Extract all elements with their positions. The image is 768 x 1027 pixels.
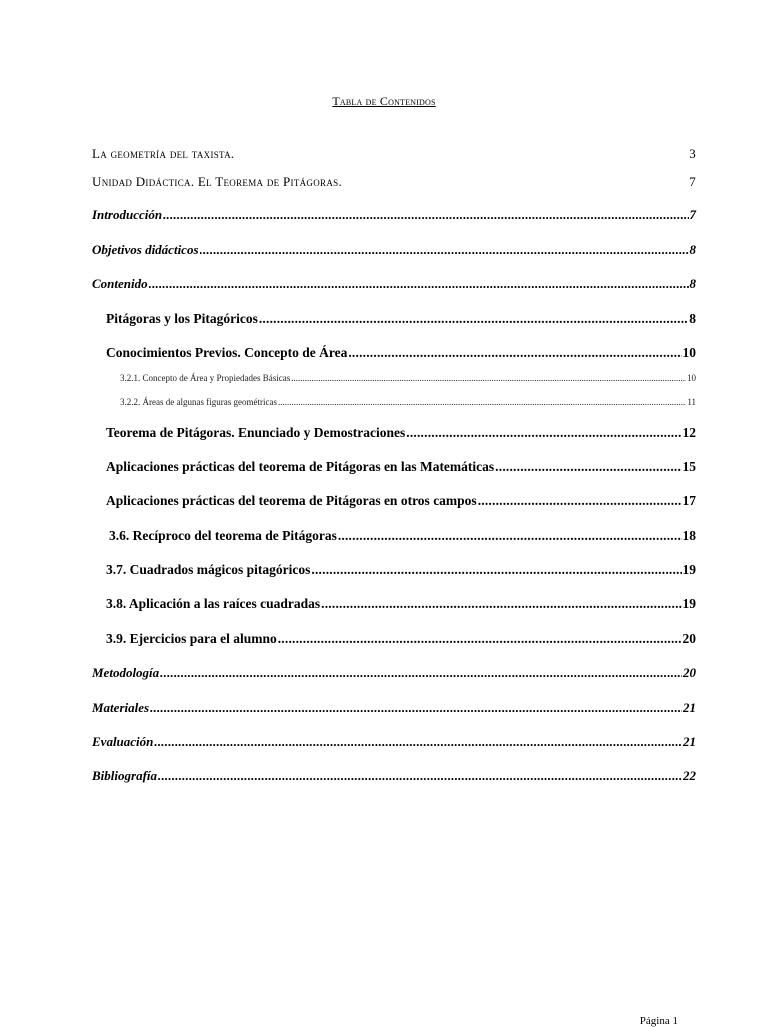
toc-entry-areas-figuras[interactable] [120, 393, 696, 411]
toc-entry-raices-cuadradas[interactable] [106, 595, 696, 613]
toc-entry-label: Contenido [92, 276, 148, 291]
toc-leader [160, 664, 682, 682]
toc-entry-page: 20 [682, 631, 696, 646]
toc-entry-ejercicios[interactable] [106, 630, 696, 648]
toc-entry-label: Conocimientos Previos. Concepto de Área [106, 345, 348, 360]
toc-entry-page: 15 [682, 459, 696, 474]
toc-entry-aplicaciones-otros[interactable] [106, 492, 696, 510]
toc-entry-label: 3.2.2. Áreas de algunas figuras geométricas [120, 397, 277, 407]
toc-entry-page: 20 [683, 665, 696, 680]
toc-leader [149, 275, 689, 293]
toc-entry-label: Pitágoras y los Pitagóricos [106, 311, 258, 326]
toc-entry-cuadrados-magicos[interactable] [106, 561, 696, 579]
toc-entry-page: 8 [689, 311, 696, 326]
toc-leader [278, 393, 686, 411]
toc-entry-geometria-taxista[interactable] [92, 145, 696, 163]
toc-leader [158, 767, 682, 785]
toc-entry-reciproco[interactable] [109, 527, 696, 545]
toc-entry-label: Aplicaciones prácticas del teorema de Pitágoras en las Matemáticas [106, 459, 495, 474]
toc-leader [154, 733, 682, 751]
toc-entry-unidad-didactica[interactable] [92, 173, 696, 191]
toc-entry-bibliografia[interactable] [92, 767, 696, 785]
toc-entry-page: 22 [683, 768, 696, 783]
toc-entry-objetivos[interactable] [92, 241, 696, 259]
toc-leader [291, 369, 686, 387]
page-footer: Página 1 [639, 1015, 678, 1027]
toc-entry-introduccion[interactable] [92, 206, 696, 224]
toc-entry-aplicaciones-matematicas[interactable] [106, 458, 696, 476]
toc-entry-pitagoras-pitagoricos[interactable] [106, 310, 696, 328]
toc-entry-concepto-area[interactable] [120, 369, 696, 387]
toc-leader [163, 206, 688, 224]
toc-entry-page: 21 [683, 700, 696, 715]
toc-entry-teorema-enunciado[interactable] [106, 424, 696, 442]
toc-entry-label: Introducción [92, 207, 163, 222]
toc-leader [495, 458, 681, 476]
toc-entry-page: 18 [682, 528, 696, 543]
toc-leader [311, 561, 681, 579]
toc-leader [348, 344, 681, 362]
toc-entry-conocimientos-previos[interactable] [106, 344, 696, 362]
toc-entry-page: 7 [689, 207, 696, 222]
toc-entry-page: 8 [689, 276, 696, 291]
toc-entry-page: 3 [689, 146, 696, 161]
toc-entry-label: 3.2.1. Concepto de Área y Propiedades Básicas [120, 373, 291, 383]
toc-leader [338, 527, 682, 545]
toc-entry-label: 3.9. Ejercicios para el alumno [106, 631, 277, 646]
toc-entry-label: Bibliografía [92, 768, 158, 783]
toc-entry-label: Metodología [92, 665, 160, 680]
toc-entry-label: Teorema de Pitágoras. Enunciado y Demostraciones [106, 425, 406, 440]
toc-leader [478, 492, 682, 510]
toc-entry-page: 21 [683, 734, 696, 749]
toc-entry-page: 11 [687, 397, 696, 407]
toc-entry-evaluacion[interactable] [92, 733, 696, 751]
toc-title: Tabla de Contenidos [332, 94, 436, 108]
toc-entry-page: 10 [687, 373, 696, 383]
toc-leader [321, 595, 681, 613]
toc-entry-label: 3.7. Cuadrados mágicos pitagóricos [106, 562, 311, 577]
toc-entry-contenido[interactable] [92, 275, 696, 293]
toc-entry-label: Evaluación [92, 734, 154, 749]
toc-entry-page: 10 [682, 345, 696, 360]
toc-leader [150, 699, 682, 717]
toc-leader [406, 424, 681, 442]
toc-leader [200, 241, 689, 259]
toc-entry-page: 17 [682, 493, 696, 508]
toc-entry-page: 19 [682, 562, 696, 577]
toc-entry-label: La geometría del taxista. [92, 146, 235, 161]
toc-leader [259, 310, 688, 328]
toc-entry-page: 7 [689, 174, 696, 189]
toc-entry-page: 12 [682, 425, 696, 440]
toc-entry-label: Objetivos didácticos [92, 242, 199, 257]
toc-entry-page: 8 [689, 242, 696, 257]
toc-entry-metodologia[interactable] [92, 664, 696, 682]
toc-entry-page: 19 [682, 596, 696, 611]
toc-entry-materiales[interactable] [92, 699, 696, 717]
toc-entry-label: Aplicaciones prácticas del teorema de Pitágoras en otros campos [106, 493, 477, 508]
toc-entry-label: 3.6. Recíproco del teorema de Pitágoras [109, 528, 337, 543]
toc-entry-label: 3.8. Aplicación a las raíces cuadradas [106, 596, 321, 611]
toc-leader [278, 630, 682, 648]
toc-entry-label: Unidad Didáctica. El Teorema de Pitágoras. [92, 174, 342, 189]
toc-entry-label: Materiales [92, 700, 150, 715]
